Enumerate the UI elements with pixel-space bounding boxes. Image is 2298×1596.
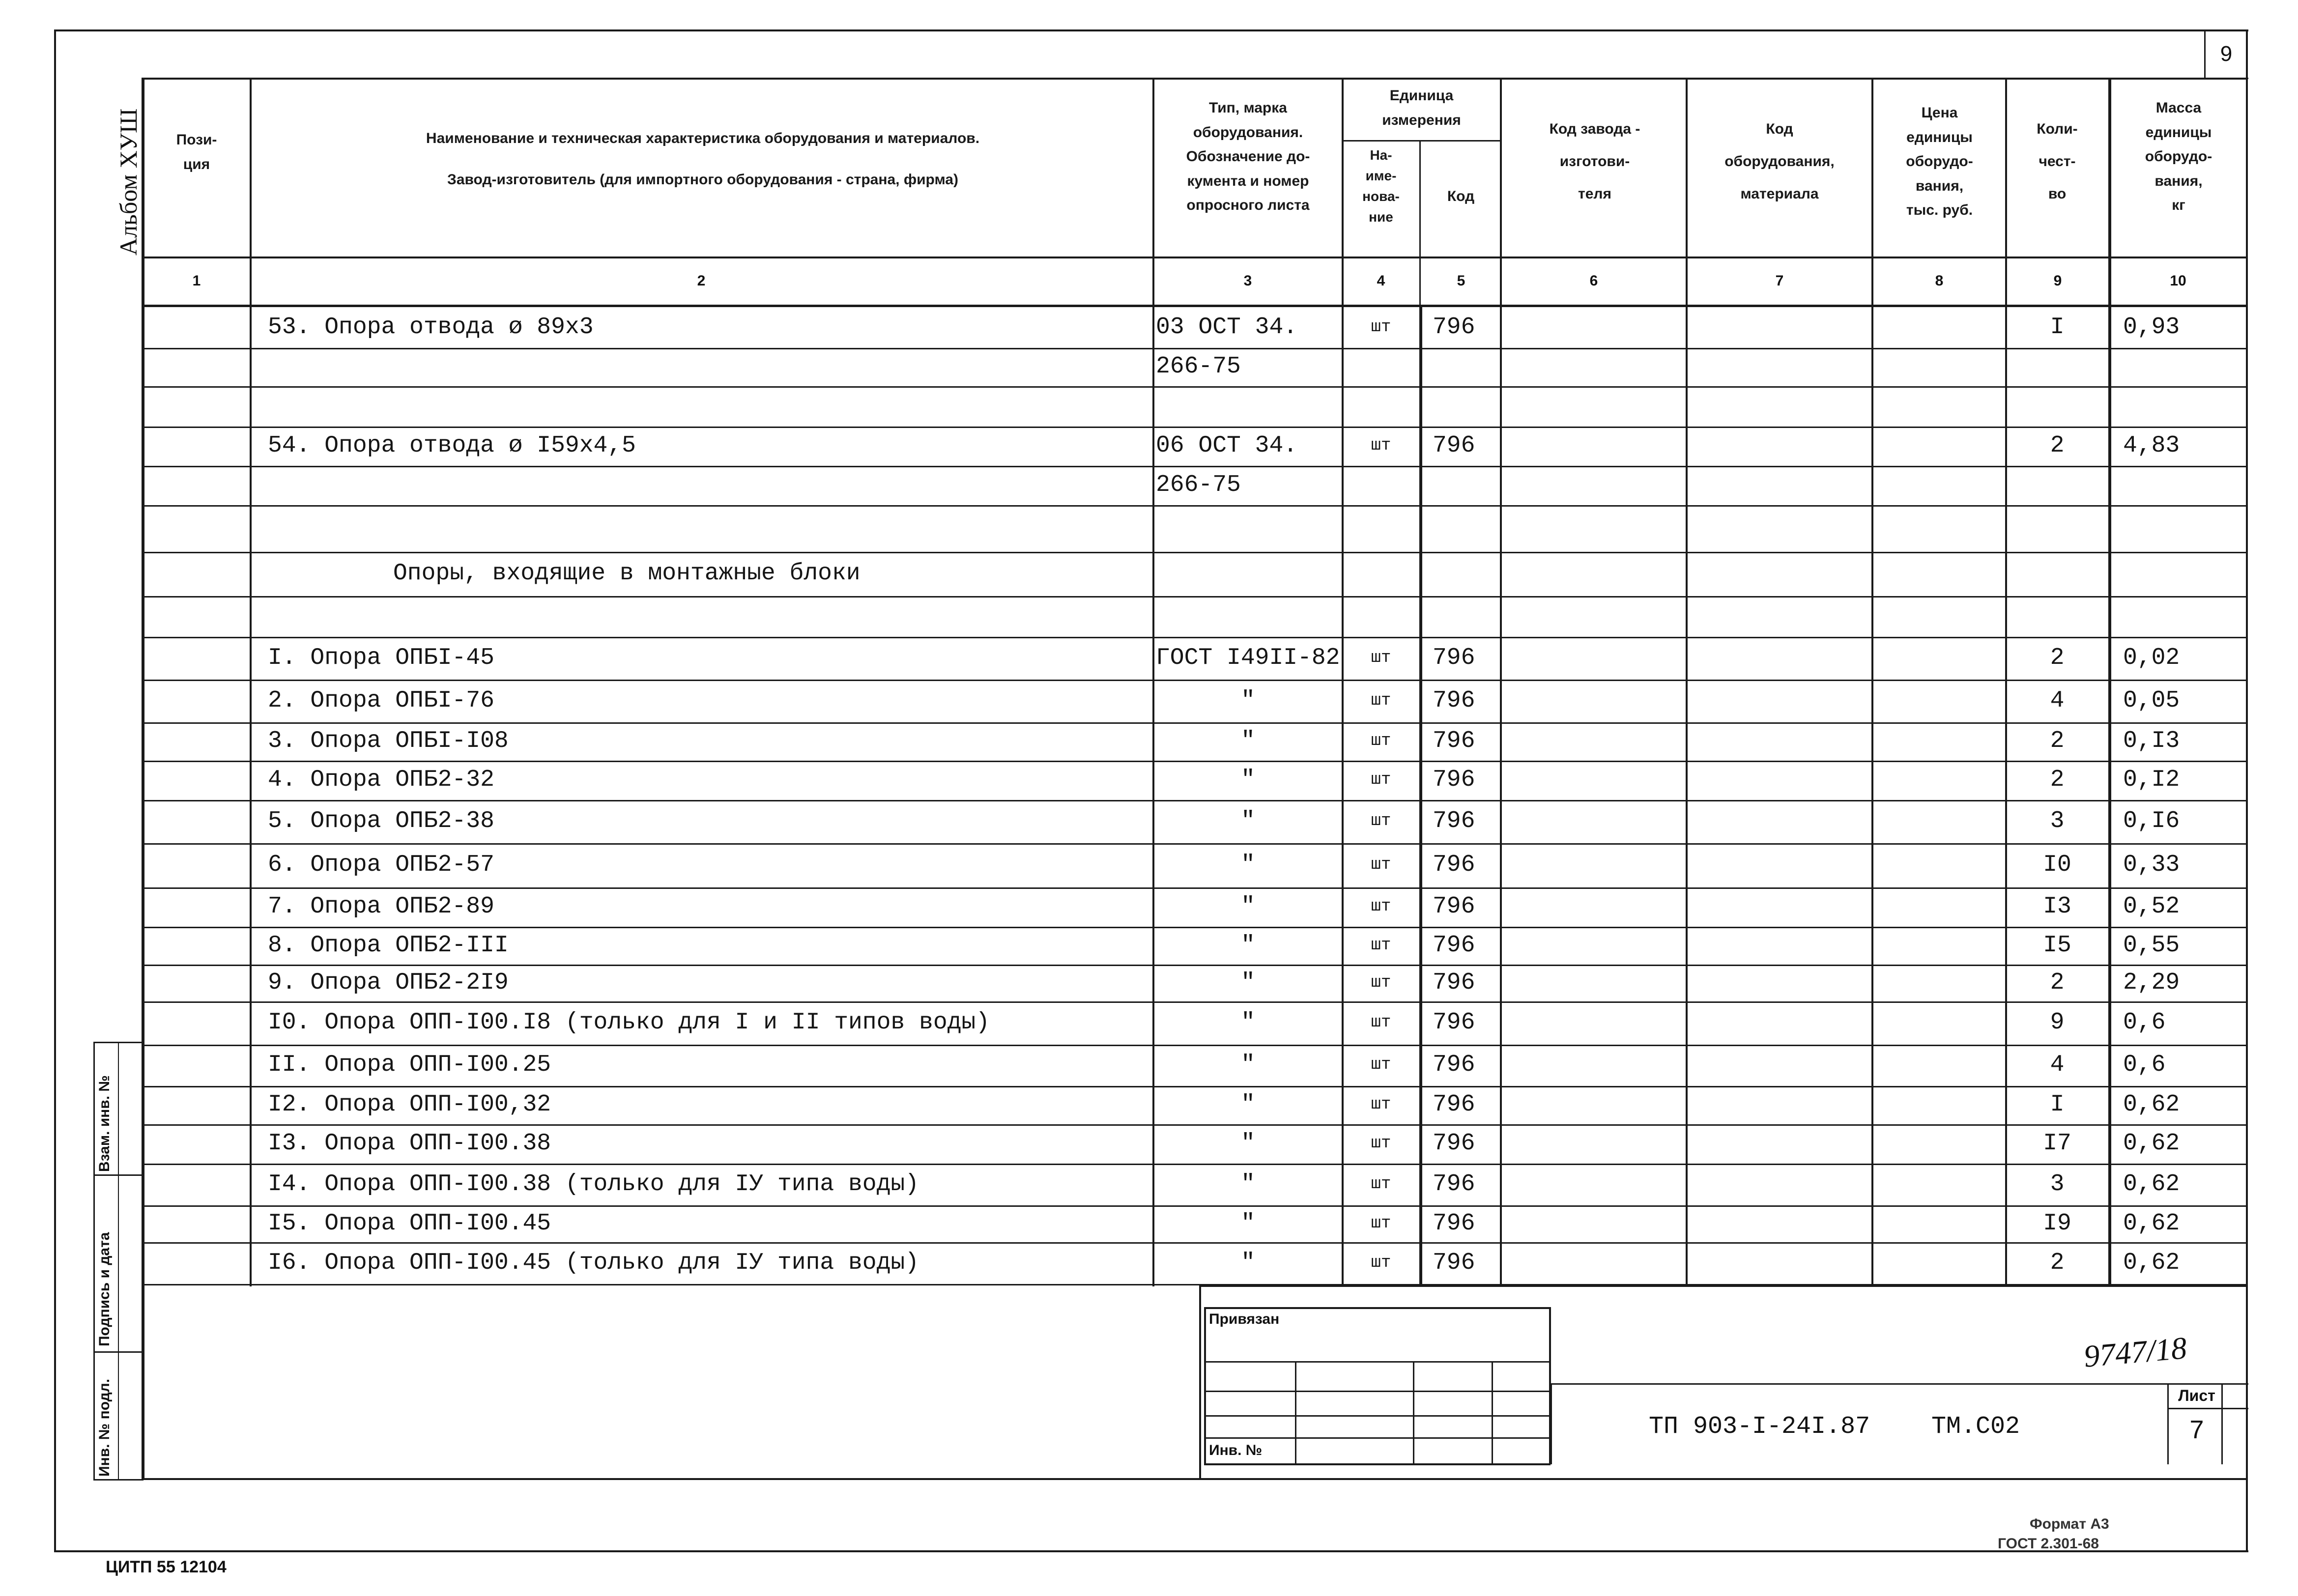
row-unit-code: 796 [1433, 645, 1475, 671]
col-num-8: 8 [1935, 273, 1944, 289]
row-mass: 0,I3 [2123, 728, 2180, 754]
row-unit-code: 796 [1433, 893, 1475, 920]
row-unit-code: 796 [1433, 1052, 1475, 1078]
row-quantity: 2 [2050, 432, 2065, 459]
row-name: 9. Опора ОПБ2-2I9 [268, 969, 509, 996]
row-quantity: 2 [2050, 645, 2065, 671]
row-unit-code: 796 [1433, 852, 1475, 878]
frame-top [54, 29, 2248, 31]
col-num-1: 1 [192, 273, 201, 289]
list-number: 7 [2189, 1416, 2204, 1444]
col-num-5: 5 [1457, 273, 1465, 289]
row-mass: 0,6 [2123, 1009, 2166, 1036]
frame-left-outer [54, 29, 56, 1552]
col-num-6: 6 [1589, 273, 1598, 289]
row-mass: 0,62 [2123, 1250, 2180, 1276]
row-unit-code: 796 [1433, 1210, 1475, 1237]
row-doc: " [1241, 1171, 1255, 1197]
row-unit: шт [1371, 1095, 1391, 1114]
header-equipment-code: Код оборудования, материала [1724, 121, 1835, 202]
row-unit-code: 796 [1433, 1009, 1475, 1036]
inv-no-label: Инв. № [1209, 1442, 1263, 1458]
row-name: 54. Опора отвода ø I59х4,5 [268, 432, 636, 459]
row-unit: шт [1371, 649, 1391, 667]
row-name: I2. Опора ОПП-I00,32 [268, 1091, 551, 1118]
row-mass: 0,62 [2123, 1171, 2180, 1197]
row-doc: " [1241, 893, 1255, 920]
row-mass: 0,62 [2123, 1130, 2180, 1157]
row-unit: шт [1371, 973, 1391, 992]
row-name: 4. Опора ОПБ2-32 [268, 767, 494, 793]
row-unit: шт [1371, 897, 1391, 916]
row-unit: шт [1371, 1175, 1391, 1194]
frame-left-inner [142, 79, 144, 1479]
row-unit-code: 796 [1433, 432, 1475, 459]
row-quantity: 3 [2050, 808, 2065, 834]
album-label: Альбом ХУШ [115, 108, 142, 256]
row-doc: " [1241, 1009, 1255, 1036]
row-mass: 0,I2 [2123, 767, 2180, 793]
row-name: I4. Опора ОПП-I00.38 (только для IУ типа воды) [268, 1171, 919, 1197]
header-unit-name: На- име- нова- ние [1362, 147, 1400, 225]
row-unit-code: 796 [1433, 687, 1475, 714]
row-name: I3. Опора ОПП-I00.38 [268, 1130, 551, 1157]
col-num-7: 7 [1775, 273, 1784, 289]
row-doc: " [1241, 728, 1255, 754]
row-quantity: I0 [2043, 852, 2071, 878]
footer-code: ЦИТП 55 12104 [106, 1558, 227, 1576]
row-mass: 0,55 [2123, 932, 2180, 959]
sheet-code: ТМ.С02 [1931, 1413, 2020, 1441]
row-quantity: 2 [2050, 767, 2065, 793]
header-quantity: Коли- чест- во [2037, 121, 2078, 202]
row-mass: 0,33 [2123, 852, 2180, 878]
frame-right [2246, 29, 2248, 1552]
row-doc: ГОСТ I49II-82 [1156, 645, 1340, 671]
row-name: I6. Опора ОПП-I00.45 (только для IУ типа воды) [268, 1250, 919, 1276]
row-unit: шт [1371, 812, 1391, 830]
row-doc: " [1241, 1091, 1255, 1118]
row-name: 5. Опора ОПБ2-38 [268, 808, 494, 834]
section-title: Опоры, входящие в монтажные блоки [393, 560, 861, 587]
header-unit-code: Код [1447, 188, 1475, 204]
row-doc: " [1241, 1250, 1255, 1276]
stamp-signature-date: Подпись и дата [96, 1232, 113, 1346]
row-unit-code: 796 [1433, 1130, 1475, 1157]
row-unit-code: 796 [1433, 1171, 1475, 1197]
row-unit: шт [1371, 732, 1391, 750]
header-price: Цена единицы оборудо- вания, тыс. руб. [1906, 105, 1973, 218]
row-name: 2. Опора ОПБI-76 [268, 687, 494, 714]
row-doc: 03 ОСТ 34. [1156, 314, 1298, 341]
row-doc: " [1241, 1052, 1255, 1078]
row-mass: 2,29 [2123, 969, 2180, 996]
row-name: I. Опора ОПБI-45 [268, 645, 494, 671]
row-doc: " [1241, 1130, 1255, 1157]
row-mass: 0,93 [2123, 314, 2180, 341]
row-quantity: 3 [2050, 1171, 2065, 1197]
row-unit: шт [1371, 855, 1391, 874]
row-mass: 0,52 [2123, 893, 2180, 920]
row-unit-code: 796 [1433, 767, 1475, 793]
list-label: Лист [2178, 1387, 2215, 1404]
col-num-2: 2 [697, 273, 706, 289]
header-unit: Единица измерения [1382, 87, 1461, 128]
row-unit-code: 796 [1433, 932, 1475, 959]
row-unit: шт [1371, 936, 1391, 955]
header-doc: Тип, марка оборудования. Обозначение до- кумента и номер опросного листа [1186, 100, 1310, 213]
row-unit: шт [1371, 1055, 1391, 1074]
col-num-3: 3 [1243, 273, 1252, 289]
stamp-inv-podl: Инв. № подл. [96, 1378, 113, 1477]
row-unit: шт [1371, 318, 1391, 337]
row-doc: " [1241, 808, 1255, 834]
row-name: I5. Опора ОПП-I00.45 [268, 1210, 551, 1237]
row-quantity: 2 [2050, 728, 2065, 754]
row-unit-code: 796 [1433, 1250, 1475, 1276]
row-unit-code: 796 [1433, 728, 1475, 754]
row-quantity: I [2050, 1091, 2065, 1118]
row-name: 7. Опора ОПБ2-89 [268, 893, 494, 920]
privyazan-label: Привязан [1209, 1311, 1280, 1327]
col-num-9: 9 [2053, 273, 2062, 289]
row-name: 53. Опора отвода ø 89х3 [268, 314, 594, 341]
row-name: II. Опора ОПП-I00.25 [268, 1052, 551, 1078]
row-unit: шт [1371, 1013, 1391, 1032]
row-unit-code: 796 [1433, 808, 1475, 834]
row-mass: 0,05 [2123, 687, 2180, 714]
header-mass: Масса единицы оборудо- вания, кг [2145, 100, 2212, 213]
row-doc: " [1241, 1210, 1255, 1237]
row-unit: шт [1371, 1214, 1391, 1233]
row-quantity: 2 [2050, 969, 2065, 996]
row-unit: шт [1371, 691, 1391, 710]
row-name: 3. Опора ОПБI-I08 [268, 728, 509, 754]
row-doc: 06 ОСТ 34. [1156, 432, 1298, 459]
row-name: 8. Опора ОПБ2-III [268, 932, 509, 959]
gost-label: ГОСТ 2.301-68 [1998, 1536, 2099, 1552]
row-quantity: 2 [2050, 1250, 2065, 1276]
row-quantity: I3 [2043, 893, 2071, 920]
row-doc: " [1241, 852, 1255, 878]
row-quantity: 4 [2050, 1052, 2065, 1078]
stamp-vzam-inv: Взам. инв. № [96, 1075, 113, 1172]
row-mass: 0,02 [2123, 645, 2180, 671]
handwritten-number: 9747/18 [2082, 1330, 2188, 1374]
col-num-4: 4 [1377, 273, 1385, 289]
header-position: Пози- ция [176, 132, 217, 172]
row-quantity: I5 [2043, 932, 2071, 959]
row-unit: шт [1371, 1134, 1391, 1153]
row-doc: 266-75 [1156, 472, 1241, 498]
doc-code: ТП 903-I-24I.87 [1649, 1413, 1870, 1441]
row-doc: " [1241, 687, 1255, 714]
header-factory-code: Код завода - изготови- теля [1549, 121, 1640, 202]
row-name: 6. Опора ОПБ2-57 [268, 852, 494, 878]
row-mass: 4,83 [2123, 432, 2180, 459]
row-doc: " [1241, 932, 1255, 959]
row-name: I0. Опора ОПП-I00.I8 (только для I и II типов воды) [268, 1009, 990, 1036]
row-quantity: 4 [2050, 687, 2065, 714]
row-mass: 0,62 [2123, 1091, 2180, 1118]
row-unit-code: 796 [1433, 1091, 1475, 1118]
row-quantity: I9 [2043, 1210, 2071, 1237]
row-unit: шт [1371, 436, 1391, 455]
row-unit: шт [1371, 1254, 1391, 1272]
header-name: Наименование и техническая характеристика оборудования и материалов. Завод-изготовитель (для импортного оборудования - страна, фирма) [426, 130, 980, 188]
row-quantity: I [2050, 314, 2065, 341]
row-unit: шт [1371, 770, 1391, 789]
frame-bottom [54, 1550, 2248, 1552]
row-doc: " [1241, 767, 1255, 793]
row-mass: 0,I6 [2123, 808, 2180, 834]
row-doc: " [1241, 969, 1255, 996]
row-quantity: 9 [2050, 1009, 2065, 1036]
row-quantity: I7 [2043, 1130, 2071, 1157]
row-doc: 266-75 [1156, 353, 1241, 380]
col-num-10: 10 [2170, 273, 2186, 289]
row-mass: 0,6 [2123, 1052, 2166, 1078]
row-unit-code: 796 [1433, 314, 1475, 341]
format-label: Формат А3 [2030, 1516, 2109, 1532]
sheet-corner-number: 9 [2220, 42, 2233, 66]
row-unit-code: 796 [1433, 969, 1475, 996]
row-mass: 0,62 [2123, 1210, 2180, 1237]
